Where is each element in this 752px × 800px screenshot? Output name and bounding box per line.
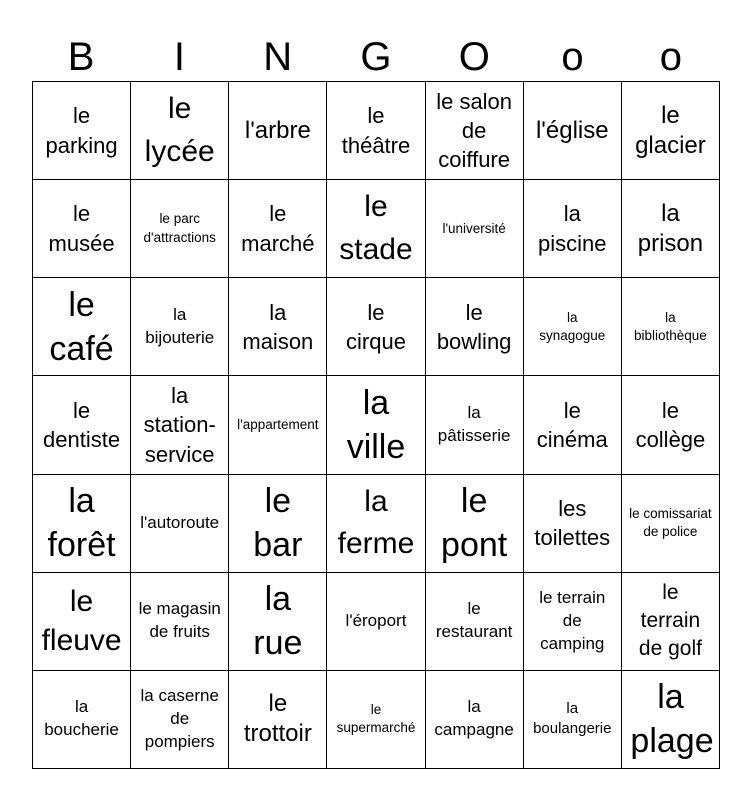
bingo-cell	[131, 475, 229, 573]
bingo-cell	[131, 82, 229, 180]
bingo-cell	[327, 671, 425, 769]
cell-text: le parking	[45, 103, 118, 158]
cell-text: la forêt	[47, 481, 116, 565]
bingo-cell	[131, 278, 229, 376]
bingo-cell	[426, 376, 524, 474]
bingo-cell	[524, 278, 622, 376]
bingo-cell	[426, 82, 524, 180]
cell-text: le bowling	[436, 299, 512, 354]
cell-text: le supermarché	[336, 702, 416, 736]
bingo-cell	[524, 671, 622, 769]
cell-text: le dentiste	[43, 397, 121, 452]
cell-text: le glacier	[635, 101, 706, 159]
bingo-cell	[426, 671, 524, 769]
cell-text: la caserne de pompiers	[140, 686, 219, 751]
cell-text: les toilettes	[534, 495, 611, 551]
cell-text: la pâtisserie	[437, 403, 511, 445]
bingo-grid	[32, 81, 720, 769]
bingo-cell	[426, 180, 524, 278]
bingo-cell	[524, 475, 622, 573]
cell-text: le cirque	[346, 299, 406, 354]
bingo-cell	[131, 671, 229, 769]
bingo-cell	[327, 573, 425, 671]
cell-text: le terrain de golf	[638, 581, 702, 661]
bingo-cell	[229, 82, 327, 180]
header-letter-7: o	[659, 35, 682, 79]
bingo-cell	[229, 671, 327, 769]
bingo-cell	[131, 573, 229, 671]
bingo-cell	[33, 671, 131, 769]
cell-text: le théâtre	[341, 103, 411, 158]
cell-text: la bibliothèque	[634, 309, 707, 343]
cell-text: le pont	[441, 481, 508, 565]
bingo-cell	[131, 376, 229, 474]
header-letter-6: o	[561, 35, 584, 79]
header-letter-2: I	[173, 35, 185, 79]
cell-text: la rue	[253, 580, 303, 663]
cell-text: la prison	[637, 199, 704, 257]
cell-text: le terrain de camping	[539, 587, 606, 653]
cell-text: l'autoroute	[140, 512, 220, 532]
cell-text: la boulangerie	[533, 700, 612, 738]
cell-text: l'église	[535, 116, 609, 144]
cell-text: l'université	[442, 220, 506, 236]
header-letter-5: O	[458, 35, 490, 79]
bingo-cell	[33, 278, 131, 376]
cell-text: le musée	[48, 201, 115, 256]
bingo-cell	[229, 278, 327, 376]
bingo-cell	[426, 475, 524, 573]
bingo-cell	[229, 376, 327, 474]
bingo-cell	[524, 573, 622, 671]
cell-text: le magasin de fruits	[138, 599, 221, 642]
bingo-cell	[622, 180, 720, 278]
bingo-cell	[33, 180, 131, 278]
bingo-cell	[426, 278, 524, 376]
bingo-cell	[622, 82, 720, 180]
cell-text: la boucherie	[44, 697, 119, 740]
cell-text: la ferme	[337, 484, 415, 561]
bingo-header	[32, 34, 720, 80]
cell-text: le collège	[635, 397, 706, 452]
bingo-cell	[327, 475, 425, 573]
cell-text: la campagne	[434, 697, 514, 740]
bingo-cell	[622, 573, 720, 671]
cell-text: la synagogue	[539, 309, 606, 343]
header-letter-4: G	[360, 35, 392, 79]
bingo-cell	[229, 573, 327, 671]
cell-text: la bijouterie	[145, 304, 215, 347]
cell-text: le café	[49, 285, 114, 368]
cell-text: le parc d'attractions	[143, 211, 216, 245]
bingo-cell	[622, 671, 720, 769]
cell-text: le marché	[241, 201, 315, 256]
bingo-cell	[327, 82, 425, 180]
cell-text: la station-service	[143, 383, 216, 467]
bingo-cell	[327, 278, 425, 376]
bingo-cell	[131, 180, 229, 278]
cell-text: le stade	[339, 190, 413, 266]
cell-text: la plage	[630, 678, 714, 761]
cell-text: le restaurant	[435, 599, 513, 642]
cell-text: le comissariat de police	[629, 505, 712, 540]
header-letter-3: N	[263, 35, 293, 79]
cell-text: l'appartement	[237, 416, 319, 432]
bingo-cell	[33, 376, 131, 474]
bingo-cell	[33, 475, 131, 573]
bingo-cell	[622, 475, 720, 573]
cell-text: la piscine	[538, 201, 607, 256]
bingo-cell	[524, 82, 622, 180]
header-letter-1: B	[67, 35, 95, 79]
bingo-cell	[622, 376, 720, 474]
cell-text: le bar	[253, 481, 303, 565]
cell-text: la ville	[346, 383, 406, 466]
cell-text: le salon de coiffure	[436, 88, 513, 173]
bingo-cell	[622, 278, 720, 376]
bingo-cell	[327, 180, 425, 278]
bingo-cell	[33, 82, 131, 180]
bingo-cell	[426, 573, 524, 671]
cell-text: le cinéma	[536, 397, 608, 452]
cell-text: la maison	[242, 299, 314, 354]
cell-text: l'éroport	[345, 610, 407, 630]
bingo-cell	[229, 180, 327, 278]
bingo-cell	[524, 376, 622, 474]
bingo-cell	[229, 475, 327, 573]
bingo-cell	[33, 573, 131, 671]
cell-text: le trottoir	[243, 690, 312, 748]
cell-text: le lycée	[144, 91, 215, 168]
cell-text: le fleuve	[41, 585, 122, 658]
bingo-cell	[524, 180, 622, 278]
cell-text: l'arbre	[244, 116, 311, 144]
bingo-cell	[327, 376, 425, 474]
